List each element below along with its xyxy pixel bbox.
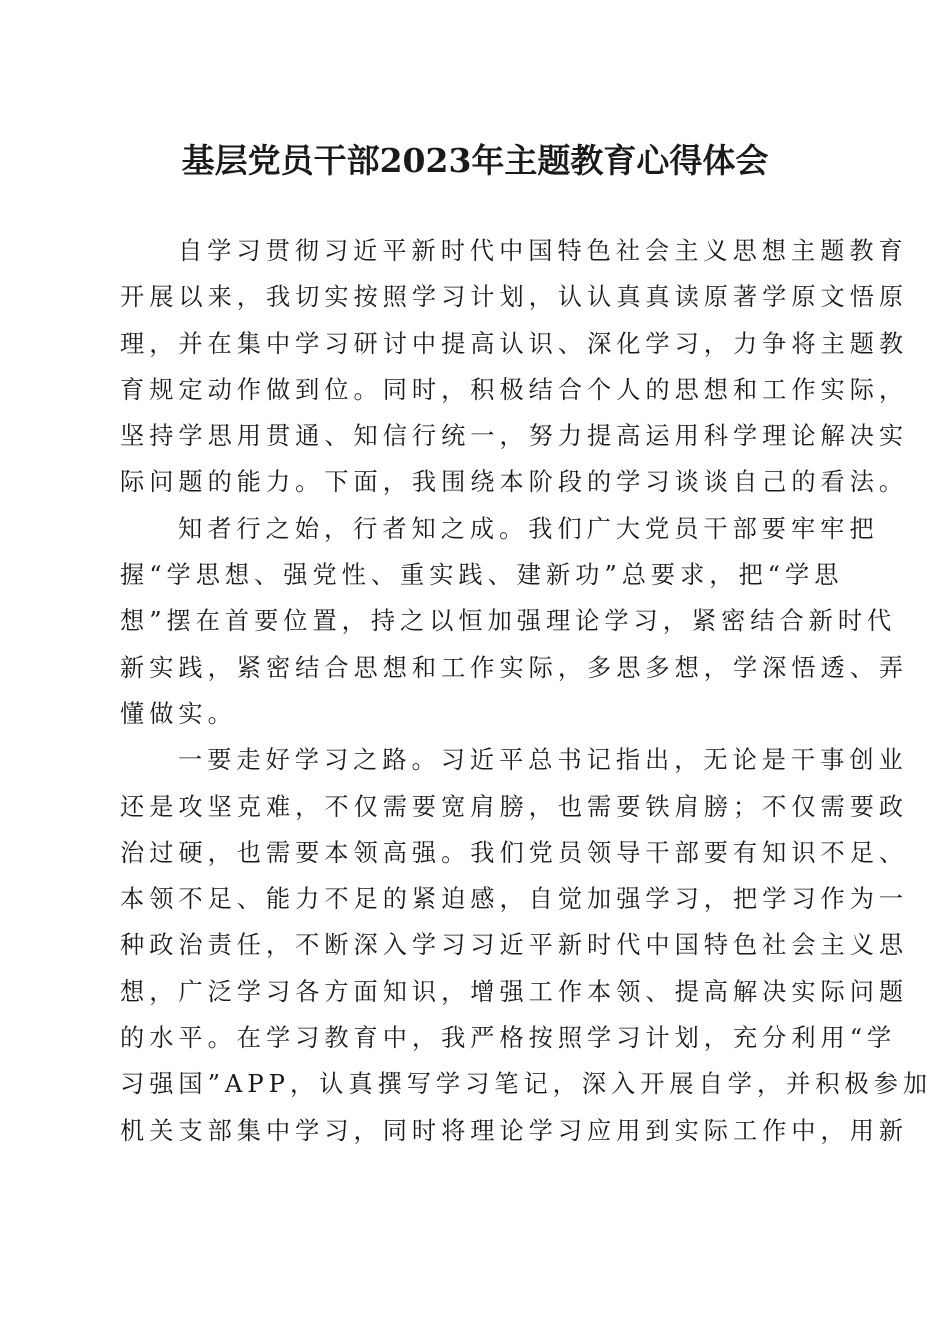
paragraph-line: 一要走好学习之路。习近平总书记指出，无论是干事创业 [178, 746, 908, 775]
paragraph-line: 理，并在集中学习研讨中提高认识、深化学习，力争将主题教 [120, 329, 909, 358]
paragraph-line: 新实践，紧密结合思想和工作实际，多思多想，学深悟透、弄 [120, 653, 909, 682]
paragraph-line: 种政治责任，不断深入学习习近平新时代中国特色社会主义思 [120, 931, 909, 960]
paragraph-line: 的水平。在学习教育中，我严格按照学习计划，充分利用“学 [120, 1024, 897, 1053]
paragraph-knowledge-action [120, 506, 909, 737]
paragraph-line: 自学习贯彻习近平新时代中国特色社会主义思想主题教育 [178, 237, 908, 265]
paragraph-study-path [120, 737, 933, 1154]
paragraph-line: 想，广泛学习各方面知识，增强工作本领、提高解决实际问题 [120, 977, 909, 1006]
paragraph-intro [120, 228, 909, 506]
paragraph-line: 治过硬，也需要本领高强。我们党员领导干部要有知识不足、 [120, 838, 909, 867]
document-title: 基层党员干部2023年主题教育心得体会 [181, 141, 769, 180]
paragraph-line: 育规定动作做到位。同时，积极结合个人的思想和工作实际， [120, 375, 909, 404]
paragraph-line: 知者行之始，行者知之成。我们广大党员干部要牢牢把 [178, 514, 879, 543]
paragraph-line: 习强国”APP，认真撰写学习笔记，深入开展自学，并积极参加 [120, 1070, 933, 1099]
paragraph-line: 本领不足、能力不足的紧迫感，自觉加强学习，把学习作为一 [120, 885, 909, 914]
paragraph-line: 懂做实。 [120, 699, 237, 728]
document-body [120, 228, 933, 1154]
paragraph-line: 握“学思想、强党性、重实践、建新功”总要求，把“学思 [120, 561, 844, 590]
paragraph-line: 开展以来，我切实按照学习计划，认认真真读原著学原文悟原 [120, 283, 909, 312]
paragraph-line: 机关支部集中学习，同时将理论学习应用到实际工作中，用新 [120, 1116, 909, 1145]
paragraph-line: 还是攻坚克难，不仅需要宽肩膀，也需要铁肩膀；不仅需要政 [120, 792, 909, 821]
paragraph-line: 想”摆在首要位置，持之以恒加强理论学习，紧密结合新时代 [120, 607, 897, 636]
paragraph-line: 坚持学思用贯通、知信行统一，努力提高运用科学理论解决实 [120, 422, 909, 451]
paragraph-line: 际问题的能力。下面，我围绕本阶段的学习谈谈自己的看法。 [120, 468, 909, 497]
